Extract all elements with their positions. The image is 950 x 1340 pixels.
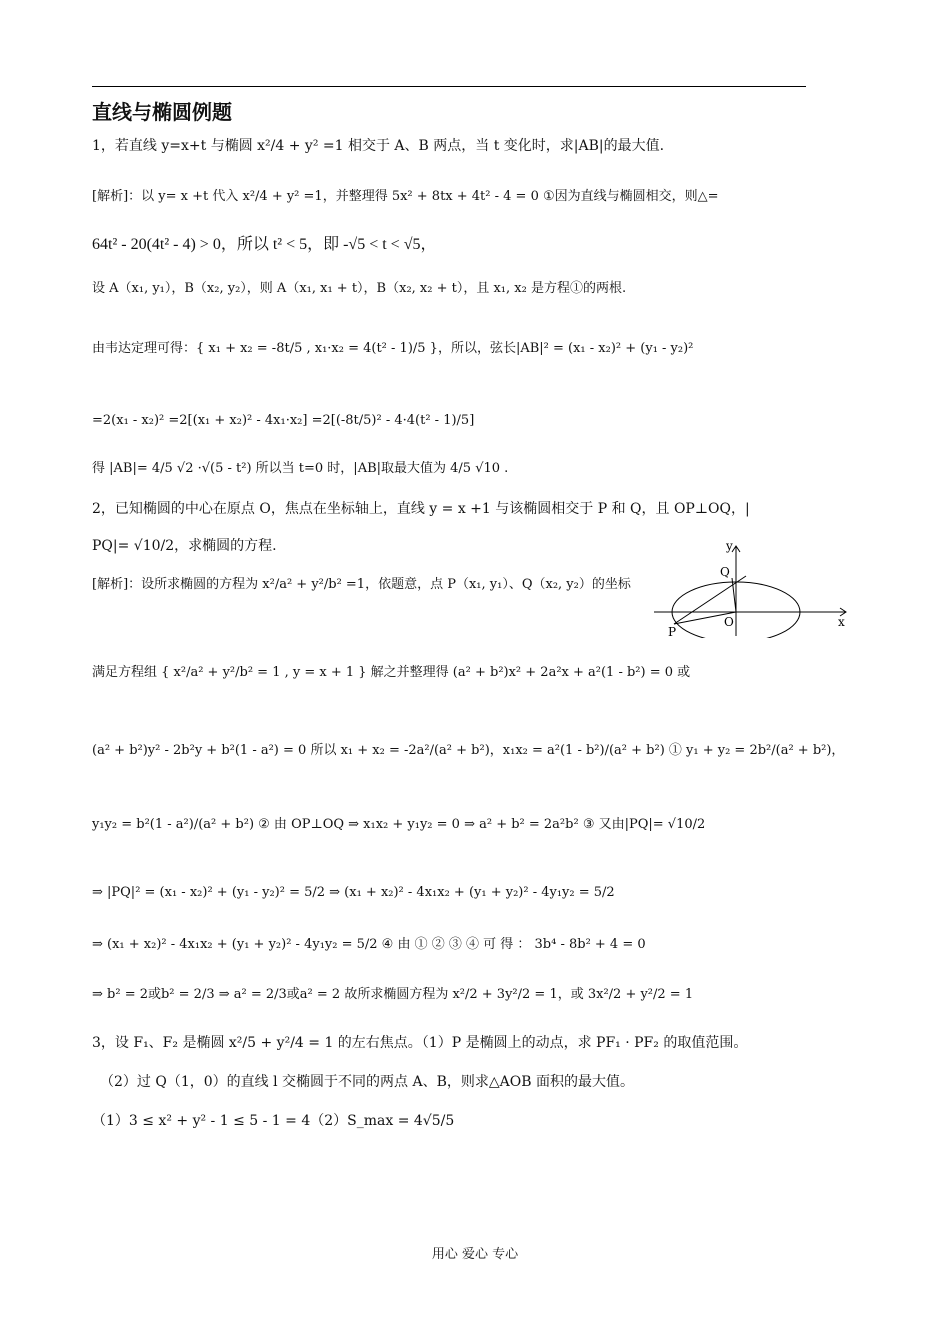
problem-1-solution-line-1: [解析]：以 y= x +t 代入 x²/4 + y² =1，并整理得 5x² + 8tx + 4t² - 4 = 0 ①因为直线与椭圆相交，则△= <box>92 189 719 204</box>
problem-2-solution-line-3: (a² + b²)y² - 2b²y + b²(1 - a²) = 0 所以 x₁ + x₂ = -2a²/(a² + b²)，x₁x₂ = a²(1 - b²)/(a² + b²) ① y₁ + y₂ = 2b²/(a² + b²)， <box>92 743 845 758</box>
problem-1-statement <box>92 137 664 155</box>
ellipse-figure <box>650 538 850 638</box>
problem-3-answer: （1）3 ≤ x² + y² - 1 ≤ 5 - 1 = 4（2）S_max = 4√5/5 <box>92 1113 455 1129</box>
problem-2-solution-line-2: 满足方程组 { x²/a² + y²/b² = 1 , y = x + 1 } 解之并整理得 (a² + b²)x² + 2a²x + a²(1 - b²) = 0 或 <box>92 665 691 680</box>
problem-2-solution-line-5: ⇒ |PQ|² = (x₁ - x₂)² + (y₁ - y₂)² = 5/2 ⇒ (x₁ + x₂)² - 4x₁x₂ + (y₁ + y₂)² - 4y₁y₂ = 5/2 <box>92 885 615 900</box>
problem-2-solution-line-4: y₁y₂ = b²(1 - a²)/(a² + b²) ② 由 OP⊥OQ ⇒ x₁x₂ + y₁y₂ = 0 ⇒ a² + b² = 2a²b² ③ 又由|PQ|= √10/2 <box>92 817 706 832</box>
label-x: x <box>838 615 845 629</box>
header-rule <box>92 86 806 87</box>
problem-2-solution-line-7: ⇒ b² = 2或b² = 2/3 ⇒ a² = 2/3或a² = 2 故所求椭圆方程为 x²/2 + 3y²/2 = 1，或 3x²/2 + y²/2 = 1 <box>92 987 694 1002</box>
problem-1-text: 1，若直线 y=x+t 与椭圆 x²/4 + y² =1 相交于 A、B 两点，当 t 变化时，求|AB|的最大值. <box>92 138 665 154</box>
page-footer: 用心 爱心 专心 <box>431 1247 519 1262</box>
problem-2-statement-line-2: PQ|= √10/2，求椭圆的方程. <box>92 538 277 554</box>
label-o: O <box>724 615 734 629</box>
page-title: 直线与椭圆例题 <box>92 100 232 124</box>
problem-1-solution-line-4: 由韦达定理可得：{ x₁ + x₂ = -8t/5 , x₁·x₂ = 4(t² - 1)/5 }，所以，弦长|AB|² = (x₁ - x₂)² + (y₁ - y₂)² <box>92 341 694 356</box>
problem-2-statement-line-1: 2，已知椭圆的中心在原点 O，焦点在坐标轴上，直线 y = x +1 与该椭圆相交于 P 和 Q，且 OP⊥OQ，| <box>92 501 750 517</box>
problem-1-solution-line-2: 64t² - 20(4t² - 4) > 0，所以 t² < 5，即 -√5 < t < √5， <box>92 236 437 253</box>
problem-3-statement-line-1: 3，设 F₁、F₂ 是椭圆 x²/5 + y²/4 = 1 的左右焦点。（1）P 是椭圆上的动点，求 PF₁ · PF₂ 的取值范围。 <box>92 1035 748 1051</box>
label-p: P <box>668 625 677 638</box>
problem-1-solution-line-5: =2(x₁ - x₂)² =2[(x₁ + x₂)² - 4x₁·x₂] =2[(-8t/5)² - 4·4(t² - 1)/5] <box>92 413 475 428</box>
problem-1-solution-line-3: 设 A（x₁, y₁），B（x₂, y₂），则 A（x₁, x₁ + t），B（x₂, x₂ + t），且 x₁, x₂ 是方程①的两根. <box>92 281 627 296</box>
problem-2-solution-line-1: [解析]：设所求椭圆的方程为 x²/a² + y²/b² =1，依题意，点 P（x₁, y₁）、Q（x₂, y₂）的坐标 <box>92 577 631 592</box>
problem-3-statement-line-2: （2）过 Q（1，0）的直线 l 交椭圆于不同的两点 A、B，则求△AOB 面积的最大值。 <box>100 1074 634 1090</box>
label-y: y <box>726 539 733 553</box>
problem-1-solution-line-6: 得 |AB|= 4/5 √2 ·√(5 - t²) 所以当 t=0 时，|AB|取最大值为 4/5 √10 . <box>92 461 509 476</box>
problem-2-solution-line-6: ⇒ (x₁ + x₂)² - 4x₁x₂ + (y₁ + y₂)² - 4y₁y₂ = 5/2 ④ 由 ① ② ③ ④ 可 得 ： 3b⁴ - 8b² + 4 = 0 <box>92 937 646 952</box>
label-q: Q <box>720 565 730 579</box>
